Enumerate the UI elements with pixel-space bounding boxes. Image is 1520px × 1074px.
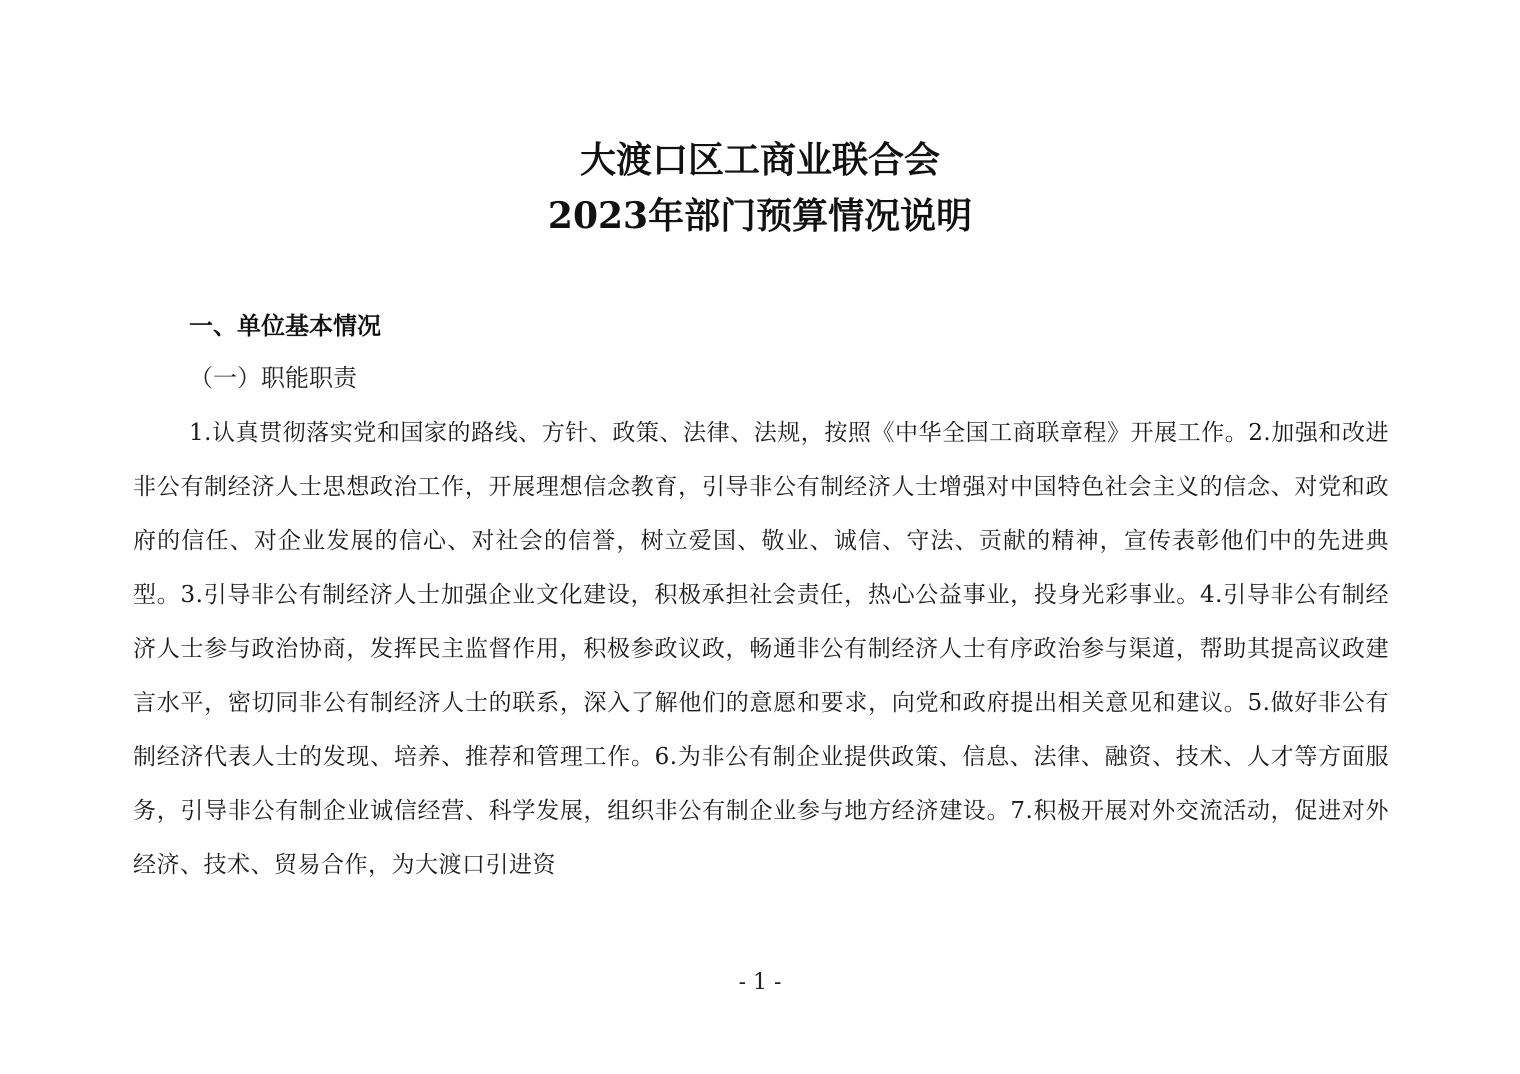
document-title (0, 132, 1520, 244)
document-body (133, 302, 1389, 892)
title-line-organization: 大渡口区工商业联合会 (579, 139, 940, 181)
subsection-heading-duties: （一）职能职责 (189, 364, 357, 392)
page-number: - 1 - (738, 970, 782, 995)
paragraph-duties: 1.认真贯彻落实党和国家的路线、方针、政策、法律、法规，按照《中华全国工商联章程》开展工作。2.加强和改进非公有制经济人士思想政治工作，开展理想信念教育，引导非公有制经济人士增强对中国特色社会主义的信念、对党和政府的信任、对企业发展的信心、对社会的信誉，树立爱国、敬业、诚信、守法、贡献的精神，宣传表彰他们中的先进典型。3.引导非公有制经济人士加强企业文化建设，积极承担社会责任，热心公益事业，投身光彩事业。4.引导非公有制经济人士参与政治协商，发挥民主监督作用，积极参政议政，畅通非公有制经济人士有序政治参与渠道，帮助其提高议政建言水平，密切同非公有制经济人士的联系，深入了解他们的意愿和要求，向党和政府提出相关意见和建议。5.做好非公有制经济代表人士的发现、培养、推荐和管理工作。6.为非公有制企业提供政策、信息、法律、融资、技术、人才等方面服务，引导非公有制企业诚信经营、科学发展，组织非公有制企业参与地方经济建设。7.积极开展对外交流活动，促进对外经济、技术、贸易合作，为大渡口引进资 (133, 420, 1389, 878)
section-heading-basic-info: 一、单位基本情况 (189, 312, 381, 340)
title-line-report: 2023年部门预算情况说明 (547, 195, 973, 237)
